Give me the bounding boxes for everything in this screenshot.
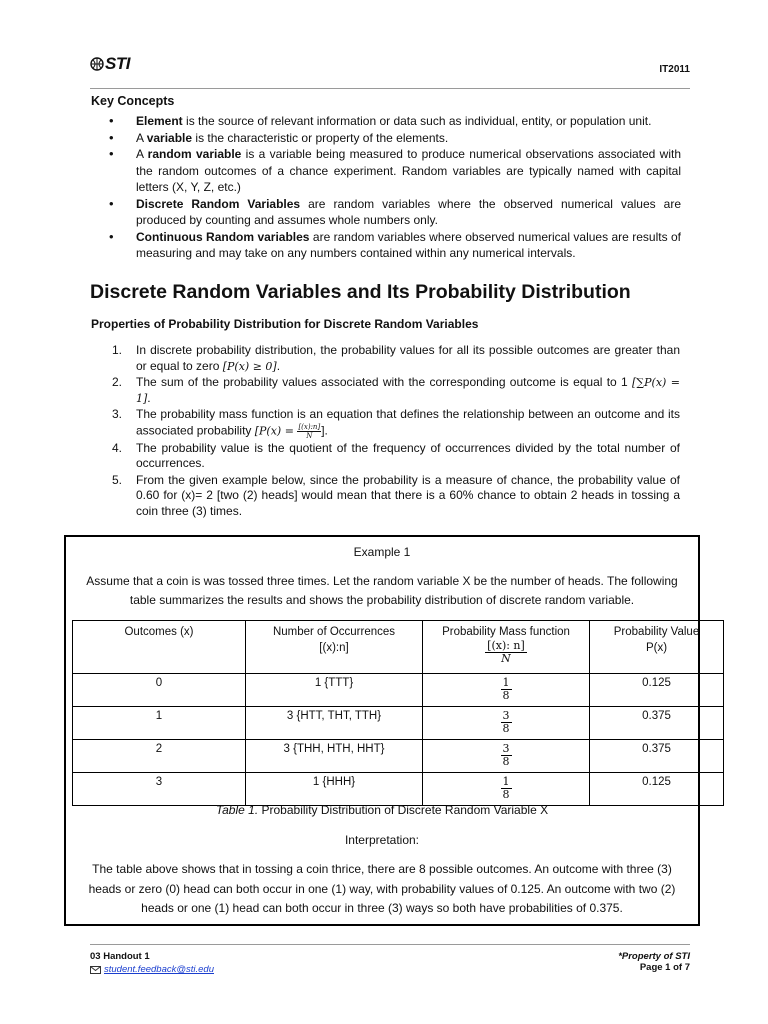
cell-occurrences: 3 {HTT, THT, TTH}	[246, 707, 423, 740]
table-row	[73, 674, 724, 707]
list-item: 4. The probability value is the quotient of the frequency of occurrences divided by the total number of occurrences.	[112, 440, 680, 470]
cell-occurrences: 1 {TTT}	[246, 674, 423, 707]
cell-pmf: $\frac{1}{8}$	[423, 674, 590, 707]
table-header-row	[73, 621, 724, 674]
table-row	[73, 707, 724, 740]
col-header-occurrences: Number of Occurrences [(x):n]	[246, 621, 423, 674]
list-item: • A variable is the characteristic or property of the elements.	[105, 130, 681, 147]
list-item: • A random variable is a variable being measured to produce numerical observations associated with the random outcomes of a chance experiment. Random variables are typically named with capital letters (X, Y, Z, etc.)	[105, 146, 681, 196]
pmf-fraction: $\frac{[(x):n]}{N}$	[298, 422, 321, 440]
cell-pmf: $\frac{3}{8}$	[423, 707, 590, 740]
document-id: IT2011	[659, 64, 690, 75]
properties-list	[108, 343, 680, 520]
cell-outcome: 1	[73, 707, 246, 740]
list-item: 2. The sum of the probability values associated with the corresponding outcome is equal to 1 [∑P(x) = 1].	[112, 375, 681, 405]
cell-probability: 0.375	[590, 707, 724, 740]
section-title: Discrete Random Variables and Its Probability Distribution	[90, 281, 631, 303]
example-intro: Assume that a coin is was tossed three times. Let the random variable X be the number of heads. The following table summarizes the results and shows the probability distribution of discrete random variable.	[86, 574, 678, 607]
cell-occurrences: 3 {THH, HTH, HHT}	[246, 740, 423, 773]
cell-probability: 0.125	[590, 773, 724, 806]
email-icon	[90, 966, 101, 974]
key-concepts-list	[105, 113, 681, 262]
section-subtitle: Properties of Probability Distribution for Discrete Random Variables	[91, 317, 479, 331]
cell-probability: 0.125	[590, 674, 724, 707]
key-concepts-title: Key Concepts	[91, 94, 175, 108]
example-title: Example 1	[353, 545, 411, 559]
cell-outcome: 3	[73, 773, 246, 806]
page-footer	[90, 944, 690, 975]
handout-label: 03 Handout 1	[90, 951, 150, 962]
col-header-pmf: Probability Mass function $\frac{[(x): n]}{N}$	[423, 621, 590, 674]
cell-outcome: 2	[73, 740, 246, 773]
cell-outcome: 0	[73, 674, 246, 707]
cell-pmf: $\frac{3}{8}$	[423, 740, 590, 773]
logo-text: STI	[105, 54, 130, 73]
cell-probability: 0.375	[590, 740, 724, 773]
interpretation-title: Interpretation:	[344, 833, 420, 847]
page-number: Page 1 of 7	[639, 962, 690, 973]
page-header	[90, 54, 690, 89]
list-item: 5. From the given example below, since the probability is a measure of chance, the probability value of 0.60 for (x)= 2 [two (2) heads] would mean that there is a 60% chance to obtain 2 heads in tossing a coin three (3) times.	[112, 472, 680, 518]
list-item: 1. In discrete probability distribution, the probability values for all its possible outcomes are greater than or equal to zero [P(x) ≥ 0].	[112, 343, 680, 373]
col-header-outcomes: Outcomes (x)	[73, 621, 246, 674]
list-item: • Element is the source of relevant information or data such as individual, entity, or population unit.	[105, 113, 681, 130]
table-row	[73, 773, 724, 806]
probability-table	[72, 620, 724, 806]
example-box	[64, 535, 700, 926]
property-label: *Property of STI	[618, 951, 690, 962]
list-item: 3. The probability mass function is an equation that defines the relationship between an outcome and its associated probability [P(x) = $\frac{[(x):n]}{N}$ ].	[112, 407, 680, 440]
list-item: • Discrete Random Variables are random variables where the observed numerical values are produced by counting and assumes whole numbers only.	[105, 196, 681, 229]
globe-icon	[90, 57, 104, 71]
list-item: • Continuous Random variables are random variables where observed numerical values are results of measuring and may take on any numbers contained within any numerical intervals.	[105, 229, 681, 262]
feedback-email-link[interactable]: student.feedback@sti.edu	[104, 964, 214, 975]
cell-occurrences: 1 {HHH}	[246, 773, 423, 806]
sti-logo	[90, 54, 130, 74]
col-header-probability-value: Probability Value P(x)	[590, 621, 724, 674]
cell-pmf: $\frac{1}{8}$	[423, 773, 590, 806]
table-caption: Table 1. Probability Distribution of Discrete Random Variable X	[215, 803, 549, 817]
interpretation-text: The table above shows that in tossing a coin thrice, there are 8 possible outcomes. An outcome with three (3) heads or zero (0) head can both occur in one (1) way, with probability values of 0.125. An outcome with two (2) heads or one (1) head can both occur in three (3) ways so both have probabilities of 0.375.	[88, 862, 676, 915]
table-row	[73, 740, 724, 773]
